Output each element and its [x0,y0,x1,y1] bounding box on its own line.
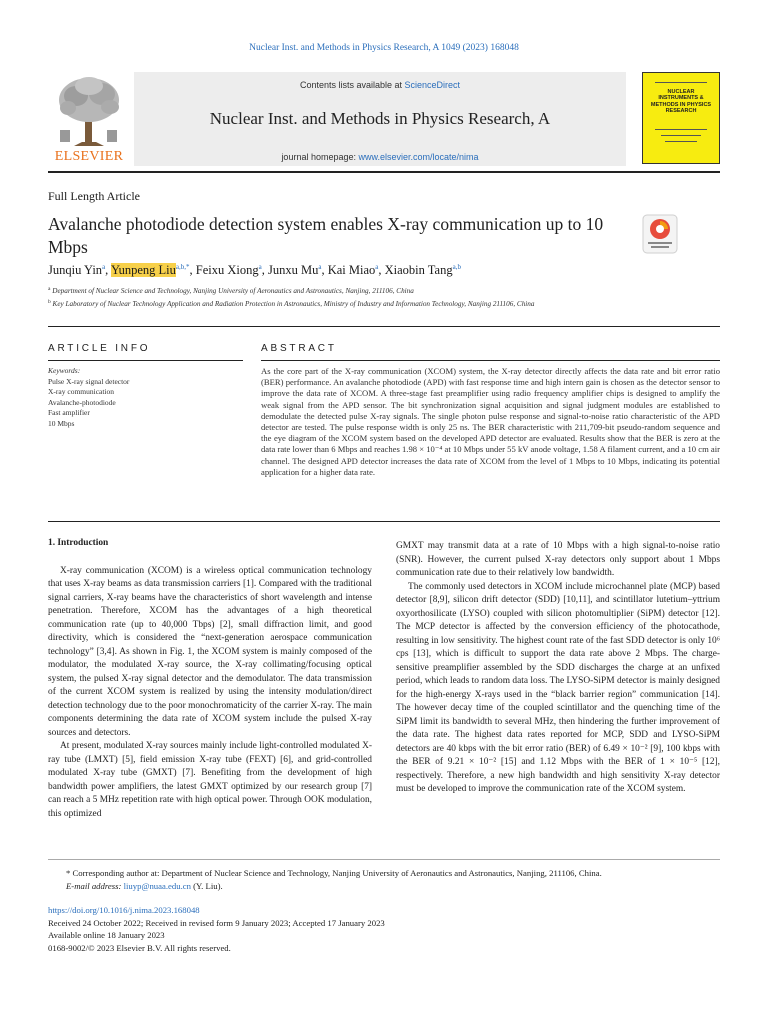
cover-rule [661,135,701,136]
journal-title: Nuclear Inst. and Methods in Physics Research, A [209,109,551,128]
author[interactable] [48,263,111,277]
body-paragraph: The commonly used detectors in XCOM include microchannel plate (MCP) based detector [8,9], silicon drift detector (SDD) [10,11], and scintillator lutetium–yttrium oxyorthosilicate (LYSO) coupled with silicon photomultiplier (SiPM) detector [12]. The MCP detector is affected by the conversion efficiency of the photocathode, resulting in low sensitivity. The highest count rate of the fast SDD detector is only 10⁶ cps [13], which is difficult to support the data rate above 2 Mbps. The charge-sensitive preamplifier assembled by the SDD discharges the charge at an unfixed period, which leads to random data loss. The LYSO-SiPM detector is mainly designed for the high-energy X-rays used in the “black barrier region” communication [14]. The however decay time of the coupled scintillator and the quenching time of the SiPM limit its bandwidth to several MHz, then hindering the further improvement of the data rate. The highest data rates reported for MCP, SDD and LYSO-SiPM detectors are 40 kbps with the bit error ratio (BER) of 6.49 × 10⁻² [9], 100 kbps with the BER of 9.21 × 10⁻² [15] and 1.12 Mbps with the BER of 1 × 10⁻⁵ [12], respectively. Therefore, a new high bandwidth and high sensitivity X-ray detector must be developed to improve the communication rate of the XCOM system. [396,581,720,794]
publication-info [48,904,720,954]
email-line [48,880,720,893]
masthead-center [134,72,626,166]
homepage-link[interactable]: www.elsevier.com/locate/nima [358,152,479,162]
left-paragraphs [48,565,372,822]
author-name: Feixu Xiong [195,263,259,277]
article-info-heading: ARTICLE INFO [48,343,151,354]
author-affiliation-marker[interactable]: a,b,* [175,263,190,271]
keywords-block [48,366,243,430]
author[interactable] [385,263,461,277]
body-column-right [396,540,720,797]
journal-cover-thumbnail[interactable] [642,72,720,164]
affiliation [48,284,548,297]
article-type: Full Length Article [48,189,140,203]
keyword: Pulse X-ray signal detector [48,376,130,386]
homepage-prefix: journal homepage: [281,152,359,162]
author-name: Kai Miao [327,263,376,277]
check-for-updates-badge[interactable] [642,214,678,254]
cover-title: NUCLEAR INSTRUMENTS & METHODS IN PHYSICS RESEARCH [650,89,712,114]
affiliation-marker: b [48,299,51,305]
sciencedirect-link[interactable]: ScienceDirect [404,80,461,90]
author-name: Xiaobin Tang [384,263,453,277]
journal-masthead [48,70,720,166]
author-separator: , [105,263,111,277]
contents-available [134,80,626,90]
abstract-rule [261,360,720,361]
cover-rule [665,141,697,142]
affiliation-marker: a [48,286,51,292]
keyword: 10 Mbps [48,418,75,428]
author-affiliation-marker[interactable]: a [258,263,262,271]
author-separator: , [261,263,268,277]
corresponding-author-note: * Corresponding author at: Department of Nuclear Science and Technology, Nanjing University of Aeronautics and Astronautics, Nanjing, 211106, China. [66,868,602,878]
affiliation [48,297,548,310]
publisher-wordmark: ELSEVIER [54,149,124,164]
abstract-heading: ABSTRACT [261,343,337,354]
author-separator: , [321,263,328,277]
footnote-rule [48,859,720,860]
author[interactable] [111,263,196,277]
body-paragraph: GMXT may transmit data at a rate of 10 Mbps with a high signal-to-noise ratio (SNR). However, the current pulsed X-ray detectors only support about 1 Mbps communication rate due to their relatively low bandwidth. [396,541,720,578]
doi-link[interactable]: https://doi.org/10.1016/j.nima.2023.168048 [48,905,200,915]
author-affiliation-marker[interactable]: a [102,263,106,271]
email-suffix: (Y. Liu). [190,881,223,891]
body-paragraph: X-ray communication (XCOM) is a wireless optical communication technology that uses X-ray beams as data transmission carriers [1]. Compared with the traditional signal carriers, X-ray beams have the characteristics of short wavelength and intense penetration. Therefore, XCOM has the advantages of a high theoretical communication rate (up to 40,000 Tbps) [2], small diffraction limit, and good directivity, which is considered the “next-generation aerospace communication technology” [3,4]. As shown in Fig. 1, the XCOM system is mainly composed of the modulator, the modulated X-ray source, the X-ray collimating/focusing optical system, the pulsed X-ray signal detector and the demodulator. The data transmission of the current XCOM system is realized by using the intensity modulation/direct detection technology due to the poor monochromaticity of the carrier X-ray. The main components determining the data rate of XCOM system include the pulsed X-ray sources and detectors. [48,565,372,738]
author-name: Junxu Mu [267,263,319,277]
author[interactable] [196,263,268,277]
elsevier-logo[interactable] [48,70,130,166]
received-dates: Received 24 October 2022; Received in revised form 9 January 2023; Accepted 17 January 2023 [48,917,385,928]
affiliation-text: Key Laboratory of Nuclear Technology Application and Radiation Protection in Astronautics, Ministry of Industry and Information Technology, Nanjing 211106, China [50,300,535,308]
author-affiliation-marker[interactable]: a [318,263,322,271]
elsevier-tree-icon [52,74,126,148]
author-name: Yunpeng Liu [110,263,176,277]
affiliations [48,284,548,310]
author[interactable] [328,263,385,277]
abstract-bottom-rule [48,521,720,522]
author-name: Junqiu Yin [48,263,103,277]
keyword: Avalanche-photodiode [48,397,116,407]
body-column-left [48,537,372,821]
header-rule [48,326,720,327]
info-rule [48,360,243,361]
cover-rule [655,129,707,130]
author[interactable] [268,263,328,277]
author-list [48,263,720,278]
masthead-rule [48,171,720,173]
email-label: E-mail address: [66,881,124,891]
footnote [48,867,720,893]
check-updates-icon [642,214,678,254]
email-link[interactable]: liuyp@nuaa.edu.cn [123,881,191,891]
author-affiliation-marker[interactable]: a,b [452,263,461,271]
journal-homepage [134,152,626,162]
abstract-text: As the core part of the X-ray communication (XCOM) system, the X-ray detector directly affects the data rate and bit error ratio (BER) performance. An avalanche photodiode (APD) with fast response time and high intern gain is chosen as the detector sensor to improve the data rate of XCOM. A three-stage fast preamplifier using radio frequency amplifier chips is designed to amplify the weak signal from the APD sensor. The bit synchronization signal acquisition and signal judgment modules are established to demodulate the detected pulse X-ray signals. The single photon pulse response and signal-to-noise ratio characteristic of the APD detector are tested. The pulse response width is only 25 ns. The BER characteristic with 211,709-bit pseudo-random sequence and the eye diagram of the XCOM system based on the developed APD detector are evaluated. Results show that the BER is zero at the data rate lower than 6 Mbps and reaches 1.98 × 10⁻⁴ at 10 Mbps under 55 kV anode voltage, 1.58 A filament current, and a 10 cm air channel. The designed APD detector increases the data rate of XCOM from the level of 1 Mbps to 10 Mbps, indicating its potential application for a higher data rate. [261,366,720,477]
keyword: X-ray communication [48,387,115,397]
author-separator: , [378,263,385,277]
journal-reference-link[interactable]: Nuclear Inst. and Methods in Physics Research, A 1049 (2023) 168048 [249,43,519,53]
copyright: 0168-9002/© 2023 Elsevier B.V. All rights reserved. [48,942,231,953]
section-title: 1. Introduction [48,538,109,548]
keywords-label: Keywords: [48,366,81,375]
author-affiliation-marker[interactable]: a [375,263,379,271]
contents-prefix: Contents lists available at [299,80,405,90]
body-paragraph: At present, modulated X-ray sources mainly include light-controlled modulated X-ray tube (LMXT) [5], field emission X-ray tube (FEXT) [6], and grid-controlled modulated X-ray tube (GMXT) [7]. Benefiting from the development of high bandwidth power amplifiers, the latest GMXT optimized by our research group [7] can reach a 5 MHz repetition rate with high optical power. Through OOK modulation, this optimized [48,741,372,819]
right-paragraphs [396,540,720,797]
article-title: Avalanche photodiode detection system enables X-ray communication up to 10 Mbps [48,214,604,257]
author-separator: , [189,263,196,277]
available-online: Available online 18 January 2023 [48,930,165,940]
affiliation-text: Department of Nuclear Science and Technology, Nanjing University of Aeronautics and Astronautics, Nanjing, 211106, China [50,287,414,295]
keyword-list [48,377,243,430]
keyword: Fast amplifier [48,408,90,418]
cover-rule [655,82,707,83]
